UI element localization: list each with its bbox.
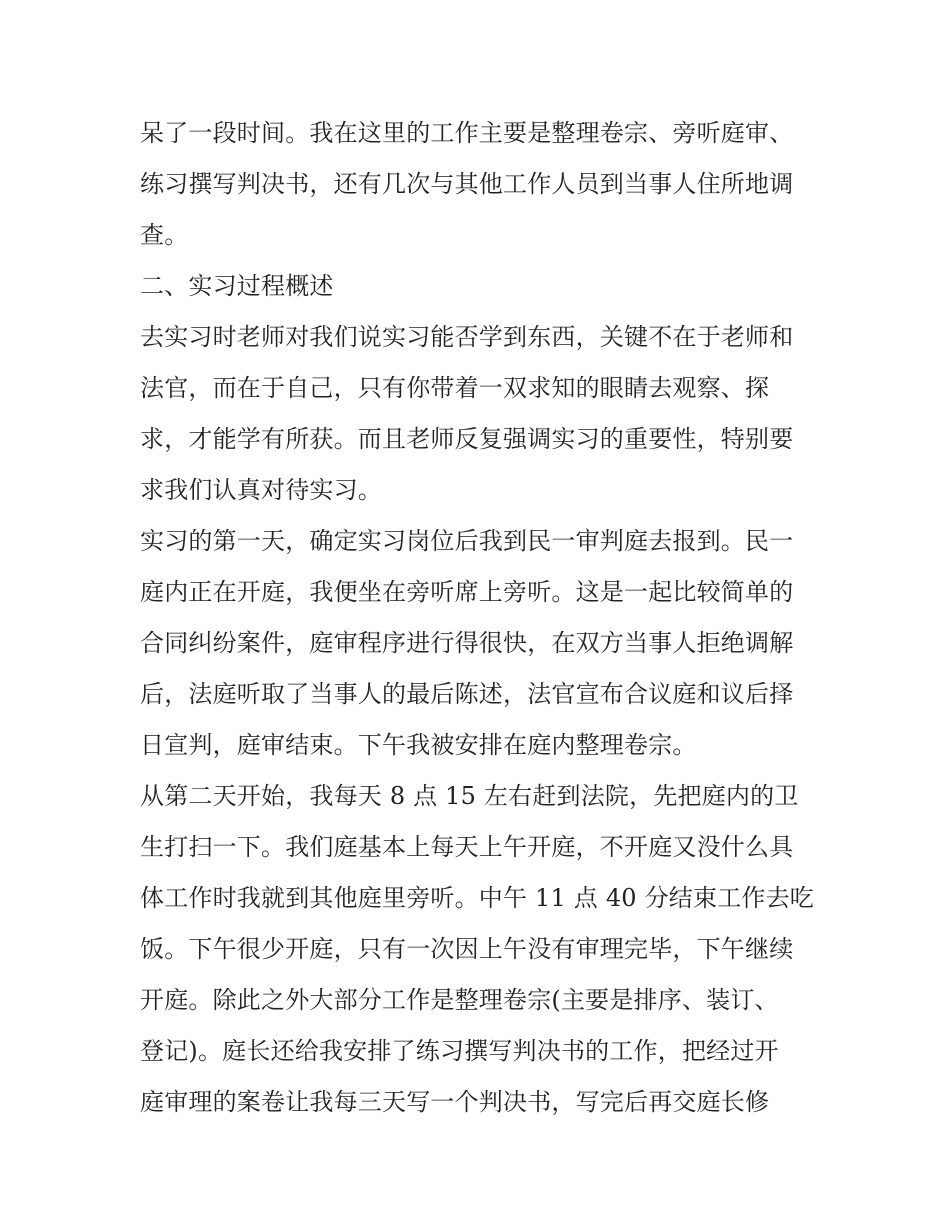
text-line: 求，才能学有所获。而且老师反复强调实习的重要性，特别要 xyxy=(140,425,794,453)
text-line: 实习的第一天，确定实习岗位后我到民一审判庭去报到。民一 xyxy=(140,527,794,555)
text-line: 练习撰写判决书，还有几次与其他工作人员到当事人住所地调 xyxy=(140,170,794,198)
text-line: 开庭。除此之外大部分工作是整理卷宗(主要是排序、装订、 xyxy=(140,986,779,1014)
document-body xyxy=(140,108,820,1128)
text-line: 登记)。庭长还给我安排了练习撰写判决书的工作，把经过开 xyxy=(140,1037,779,1065)
text-line: 日宣判，庭审结束。下午我被安排在庭内整理卷宗。 xyxy=(140,731,697,759)
section-heading: 二、实习过程概述 xyxy=(140,272,334,300)
text-line: 后，法庭听取了当事人的最后陈述，法官宣布合议庭和议后择 xyxy=(140,680,794,708)
text-line: 从第二天开始，我每天 8 点 15 左右赶到法院，先把庭内的卫 xyxy=(140,782,799,810)
text-line: 庭内正在开庭，我便坐在旁听席上旁听。这是一起比较简单的 xyxy=(140,578,794,606)
text-line: 求我们认真对待实习。 xyxy=(140,476,382,504)
text-line: 法官，而在于自己，只有你带着一双求知的眼睛去观察、探 xyxy=(140,374,770,402)
text-line: 查。 xyxy=(140,221,189,249)
text-line: 体工作时我就到其他庭里旁听。中午 11 点 40 分结束工作去吃 xyxy=(140,884,814,912)
text-line: 饭。下午很少开庭，只有一次因上午没有审理完毕，下午继续 xyxy=(140,935,794,963)
text-line: 庭审理的案卷让我每三天写一个判决书，写完后再交庭长修 xyxy=(140,1088,770,1116)
text-line: 合同纠纷案件，庭审程序进行得很快，在双方当事人拒绝调解 xyxy=(140,629,794,657)
text-line: 去实习时老师对我们说实习能否学到东西，关键不在于老师和 xyxy=(140,323,794,351)
text-line: 呆了一段时间。我在这里的工作主要是整理卷宗、旁听庭审、 xyxy=(140,119,794,147)
text-line: 生打扫一下。我们庭基本上每天上午开庭，不开庭又没什么具 xyxy=(140,833,794,861)
